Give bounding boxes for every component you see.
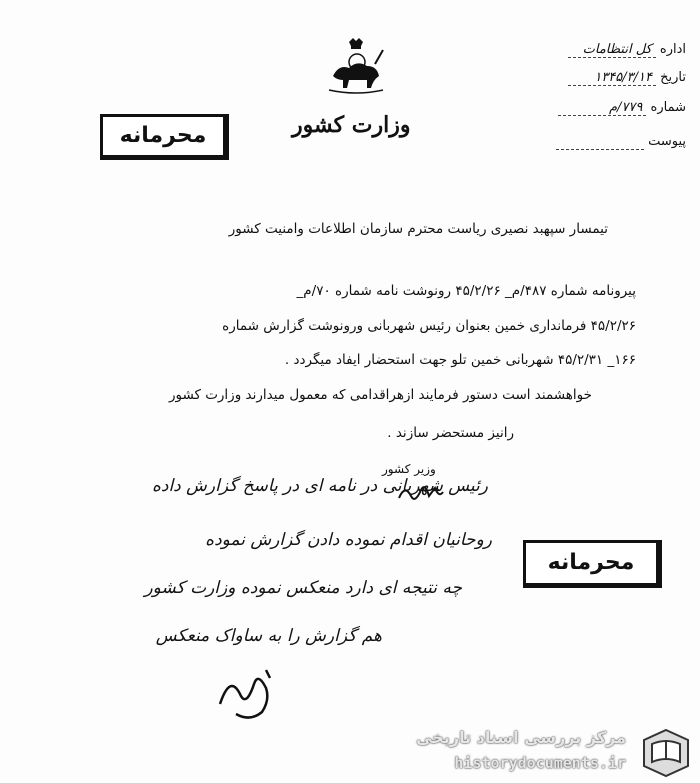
date-field — [568, 70, 686, 86]
body-line-5: رانیز مستحضر سازند . — [387, 425, 514, 441]
handwritten-line-2: روحانیان اقدام نموده دادن گزارش نموده — [205, 530, 492, 550]
body-line-3: ۱۶۶_ ۴۵/۲/۳۱ شهربانی خمین تلو جهت استحضار ایفاد میگردد . — [284, 352, 636, 368]
office-value: کل انتظامات — [568, 42, 656, 58]
date-value: ۱۳۴۵/۳/۱۴ — [568, 70, 656, 86]
attachment-value — [556, 134, 644, 150]
body-line-1: پیرونامه شماره ۴۸۷/م_ ۴۵/۲/۲۶ رونوشت نامه شماره ۷۰/م_ — [296, 283, 636, 299]
handwritten-signature-icon — [210, 664, 280, 724]
number-value: ۷۷۹/م — [558, 100, 646, 116]
archive-logo-icon — [638, 726, 694, 778]
attachment-label: پیوست — [648, 134, 686, 149]
office-field — [568, 42, 686, 58]
attachment-field — [556, 134, 686, 150]
number-label: شماره — [650, 100, 686, 115]
handwritten-line-3: چه نتیجه ای دارد منعکس نموده وزارت کشور — [144, 578, 462, 598]
watermark-title: مرکز بررسی اسناد تاریخی — [416, 728, 626, 747]
minister-label: وزیر کشور — [382, 462, 436, 476]
number-field — [558, 100, 686, 116]
date-label: تاریخ — [660, 70, 686, 85]
handwritten-line-4: هم گزارش را به ساواک منعکس — [155, 626, 382, 646]
watermark-url: historydocuments.ir — [454, 754, 626, 772]
office-label: اداره — [659, 42, 686, 57]
handwritten-line-1: رئیس شهربانی در نامه ای در پاسخ گزارش داده — [151, 476, 488, 496]
body-line-2: ۴۵/۲/۲۶ فرمانداری خمین بعنوان رئیس شهربانی ورونوشت گزارش شماره — [222, 318, 636, 334]
watermark — [410, 724, 696, 782]
confidential-stamp-bottom: محرمانه — [523, 540, 662, 588]
lion-and-sun-emblem-icon — [327, 36, 385, 96]
confidential-stamp-top: محرمانه — [100, 114, 229, 160]
addressee-line: تیمسار سپهبد نصیری ریاست محترم سازمان اطلاعات وامنیت کشور — [228, 221, 608, 237]
body-line-4: خواهشمند است دستور فرمایند ازهراقدامی که معمول میدارند وزارت کشور — [168, 387, 592, 403]
ministry-title: وزارت کشور — [292, 112, 411, 138]
